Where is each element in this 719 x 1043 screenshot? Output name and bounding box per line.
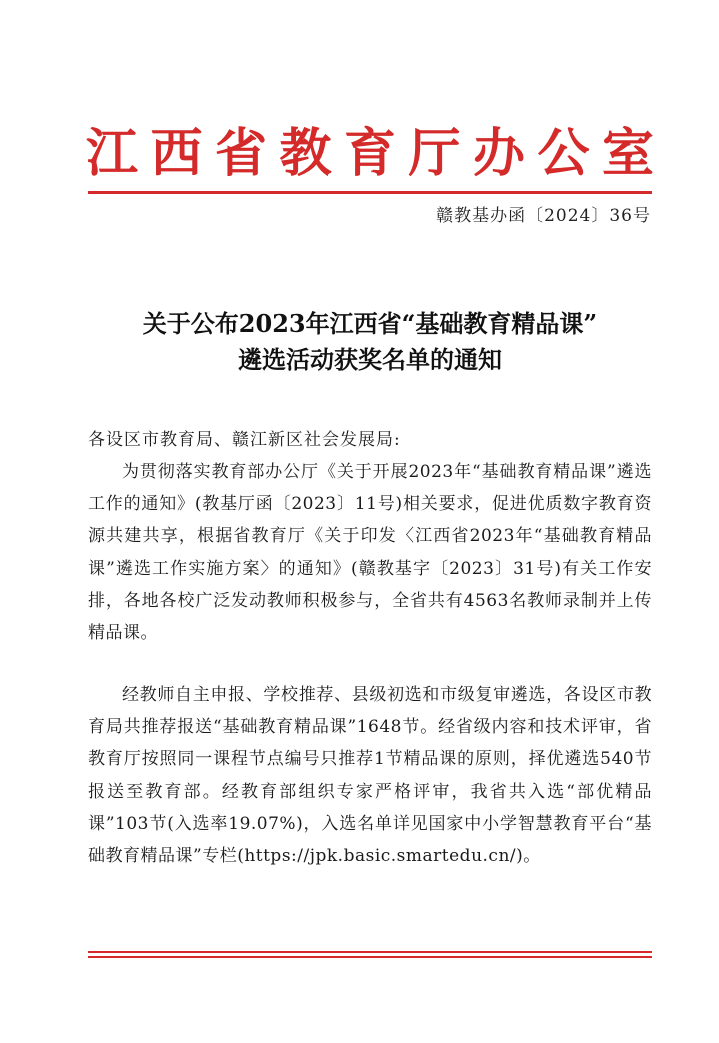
document-title-line-1: 关于公布2023年江西省“基础教育精品课” bbox=[142, 309, 598, 338]
document-number: 赣教基办函〔2024〕36号 bbox=[436, 206, 651, 226]
document-title-line-2: 遴选活动获奖名单的通知 bbox=[238, 345, 502, 374]
body-paragraph-2: 经教师自主申报、学校推荐、县级初选和市级复审遴选，各设区市教育局共推荐报送“基础教育精品课”1648节。经省级内容和技术评审，省教育厅按照同一课程节点编号只推荐1节精品课的原则，择优遴选540节报送至教育部。经教育部组织专家严格评审，我省共入选“部优精品课”103节(入选率19.07%)，入选名单详见国家中小学智慧教育平台“基础教育精品课”专栏(https://jpk.basic.smartedu.cn/)。 bbox=[88, 685, 652, 867]
document-title bbox=[88, 306, 652, 378]
footer-red-rule-lower bbox=[88, 956, 652, 958]
footer-red-rule-upper bbox=[88, 951, 652, 953]
issuing-office-title: 江西省教育厅办公室 bbox=[86, 124, 654, 184]
body-paragraph-1: 为贯彻落实教育部办公厅《关于开展2023年“基础教育精品课”遴选工作的通知》(教基厅函〔2023〕11号)相关要求，促进优质数字教育资源共建共享，根据省教育厅《关于印发〈江西省2023年“基础教育精品课”遴选工作实施方案〉的通知》(赣教基字〔2023〕31号)有关工作安排，各地各校广泛发动教师积极参与，全省共有4563名教师录制并上传精品课。 bbox=[88, 462, 652, 644]
header-red-rule bbox=[88, 191, 652, 194]
salutation: 各设区市教育局、赣江新区社会发展局: bbox=[88, 430, 401, 450]
